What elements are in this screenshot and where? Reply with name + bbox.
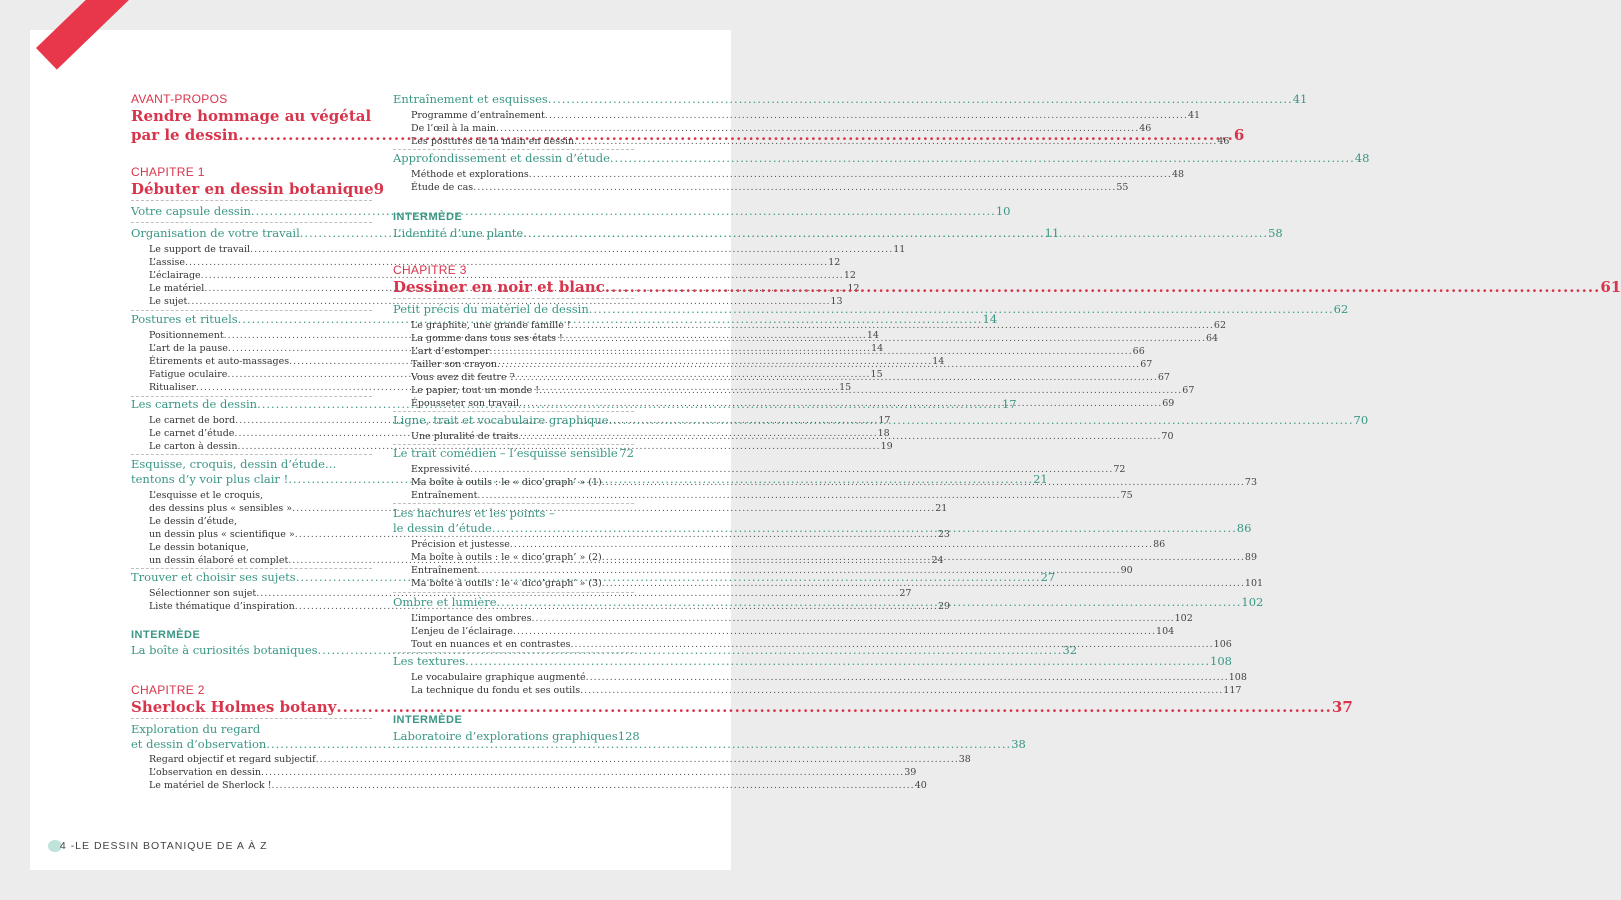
entry-title: Ombre et lumière	[393, 595, 497, 609]
entry-title: le dessin d’étude	[393, 521, 492, 535]
entry-title: Dessiner en noir et blanc	[393, 278, 605, 296]
subsection-item[interactable]	[393, 464, 1126, 475]
dot-leader	[523, 226, 1268, 240]
item-title: Le vocabulaire graphique augmenté	[411, 672, 586, 683]
entry-title: Trouver et choisir ses sujets	[131, 570, 296, 584]
entry-title: Postures et rituels	[131, 312, 238, 326]
item-page: 12	[847, 283, 860, 294]
dot-leader	[531, 613, 1174, 624]
entry-page: 70	[1353, 413, 1369, 427]
dot-leader	[316, 754, 959, 765]
subsection-item[interactable]	[393, 490, 1133, 501]
entry-page: 17	[1001, 397, 1017, 411]
item-page: 23	[937, 529, 950, 540]
item-page: 18	[877, 428, 890, 439]
item-page: 73	[1244, 477, 1258, 488]
dot-leader	[609, 413, 1354, 427]
entry-page: 48	[1354, 151, 1370, 165]
divider	[131, 200, 372, 201]
intermede-3-entry[interactable]	[393, 729, 640, 743]
item-title: Ma boîte à outils : le « dico’graph’ » (2)	[411, 552, 602, 563]
section-esquisse-line1[interactable]: Esquisse, croquis, dessin d’étude…	[131, 457, 337, 471]
item-page: 19	[880, 441, 893, 452]
divider	[131, 310, 372, 311]
entry-page: 27	[1040, 570, 1056, 584]
item-title: Le carton à dessin	[149, 441, 238, 452]
entry-page: 41	[1292, 92, 1308, 106]
book-title: -LE DESSIN BOTANIQUE DE A À Z	[70, 840, 268, 852]
item-title: Le matériel	[149, 283, 205, 294]
item-title: Vous avez dit feutre ?	[411, 372, 515, 383]
entry-page: 62	[1333, 302, 1349, 316]
entry-page: 6	[1233, 126, 1245, 144]
item-page: 72	[1113, 464, 1126, 475]
subsection-item-line1[interactable]: Le dessin botanique,	[149, 542, 249, 553]
item-page: 108	[1228, 672, 1247, 683]
dot-leader	[497, 359, 1140, 370]
item-title: Regard objectif et regard subjectif	[149, 754, 316, 765]
item-title: L’observation en dessin	[149, 767, 262, 778]
item-title: Une pluralité de traits	[411, 431, 519, 442]
divider	[393, 411, 634, 412]
subsection-item[interactable]	[131, 529, 950, 540]
entry-title: Entraînement et esquisses	[393, 92, 548, 106]
intermede-3-label: INTERMÈDE	[393, 714, 463, 726]
subsection-item[interactable]	[393, 685, 1242, 696]
entry-title: Petit précis du matériel de dessin	[393, 302, 589, 316]
item-page: 70	[1161, 431, 1174, 442]
avant-propos-label: AVANT-PROPOS	[131, 92, 228, 106]
entry-page: 72	[619, 446, 634, 460]
dot-leader	[602, 477, 1245, 488]
ribbon-label: SOMMAIRE	[72, 59, 128, 114]
subsection-item[interactable]	[131, 780, 927, 791]
entry-title: et dessin d’observation	[131, 737, 267, 751]
dot-leader	[250, 244, 893, 255]
entry-title: Votre capsule dessin	[131, 204, 251, 218]
item-page: 38	[958, 754, 971, 765]
entry-page: 32	[1062, 643, 1078, 657]
item-page: 117	[1223, 685, 1242, 696]
item-title: De l’œil à la main	[411, 123, 497, 134]
item-title: Précision et justesse	[411, 539, 510, 550]
item-title: La technique du fondu et ses outils	[411, 685, 581, 696]
item-title: Expressivité	[411, 464, 471, 475]
item-page: 67	[1157, 372, 1170, 383]
item-title: La gomme dans tous ses états !	[411, 333, 563, 344]
dot-leader	[605, 278, 1601, 296]
item-page: 21	[935, 503, 948, 514]
section-exploration[interactable]	[131, 737, 1026, 751]
item-title: L’enjeu de l’éclairage	[411, 626, 513, 637]
entry-page: 108	[1210, 654, 1232, 668]
ribbon-band	[36, 0, 222, 70]
subsection-item[interactable]	[393, 626, 1175, 637]
entry-title: La boîte à curiosités botaniques	[131, 643, 318, 657]
item-page: 15	[839, 382, 852, 393]
item-page: 90	[1120, 565, 1133, 576]
subsection-item[interactable]	[393, 136, 1230, 147]
subsection-item[interactable]	[393, 613, 1193, 624]
divider	[131, 222, 372, 223]
dot-leader	[477, 565, 1120, 576]
subsection-item[interactable]	[131, 588, 912, 599]
item-title: Ma boîte à outils : le « dico’graph’ » (3)	[411, 578, 602, 589]
dot-leader	[272, 780, 915, 791]
item-page: 24	[931, 555, 944, 566]
section-textures[interactable]	[393, 654, 1232, 668]
dot-leader	[570, 639, 1213, 650]
dot-leader	[489, 346, 1132, 357]
dot-leader	[589, 302, 1334, 316]
item-title: Étirements et auto-massages	[149, 356, 290, 367]
item-title: Entraînement	[411, 490, 478, 501]
item-page: 14	[932, 356, 945, 367]
item-page: 17	[878, 415, 891, 426]
item-title: Positionnement	[149, 330, 224, 341]
divider	[393, 444, 634, 445]
item-title: Méthode et explorations	[411, 169, 529, 180]
chapter-2-title[interactable]	[131, 698, 1353, 716]
entry-title: Les textures	[393, 654, 466, 668]
entry-page: 38	[1011, 737, 1026, 751]
dot-leader	[473, 182, 1116, 193]
divider	[393, 652, 634, 653]
dot-leader	[586, 672, 1229, 683]
divider	[131, 454, 372, 455]
subsection-item[interactable]	[131, 441, 893, 452]
item-page: 29	[937, 601, 951, 612]
item-title: Le support de travail	[149, 244, 251, 255]
subsection-item-line1[interactable]: Le dessin d’étude,	[149, 516, 237, 527]
entry-page: 86	[1236, 521, 1252, 535]
item-title: Liste thématique d’inspiration	[149, 601, 295, 612]
item-title: Le matériel de Sherlock !	[149, 780, 272, 791]
divider	[131, 718, 372, 719]
item-page: 66	[1132, 346, 1145, 357]
item-page: 12	[843, 270, 856, 281]
dot-leader	[496, 123, 1139, 134]
dot-leader	[545, 110, 1188, 121]
page-footer	[48, 840, 268, 852]
item-title: L’éclairage	[149, 270, 201, 281]
item-page: 13	[830, 296, 843, 307]
item-title: Ritualiser	[149, 382, 196, 393]
dot-leader	[529, 169, 1172, 180]
item-title: Étude de cas	[411, 182, 474, 193]
dot-leader	[539, 385, 1182, 396]
entry-title: Organisation de votre travail	[131, 226, 300, 240]
dot-leader	[580, 685, 1223, 696]
item-title: Le papier, tout un monde !	[411, 385, 540, 396]
item-page: 104	[1156, 626, 1175, 637]
entry-title: Approfondissement et dessin d’étude	[393, 151, 610, 165]
entry-title: Sherlock Holmes botany	[131, 698, 337, 716]
item-title: Épousseter son travail	[411, 398, 520, 409]
dot-leader	[470, 464, 1113, 475]
dot-leader	[513, 626, 1156, 637]
item-title: Tailler son crayon	[411, 359, 498, 370]
item-page: 101	[1244, 578, 1264, 589]
divider	[393, 149, 634, 150]
item-page: 15	[870, 369, 883, 380]
section-exploration-line1[interactable]: Exploration du regard	[131, 722, 261, 736]
subsection-item[interactable]	[393, 565, 1133, 576]
item-title: Programme d’entraînement	[411, 110, 545, 121]
dot-leader	[261, 767, 904, 778]
item-page: 64	[1205, 333, 1219, 344]
section-trait-comedien[interactable]	[393, 446, 634, 460]
item-title: Ma boîte à outils : le « dico’graph’ » (1)	[411, 477, 602, 488]
item-page: 106	[1213, 639, 1232, 650]
subsection-item[interactable]	[131, 244, 906, 255]
subsection-item[interactable]	[393, 539, 1166, 550]
dot-leader	[610, 151, 1355, 165]
divider	[393, 592, 634, 593]
dot-leader	[465, 654, 1210, 668]
item-title: Le carnet de bord	[149, 415, 236, 426]
item-page: 41	[1187, 110, 1201, 121]
item-title: un dessin plus « scientifique »	[149, 529, 295, 540]
chapter-2-label: CHAPITRE 2	[131, 683, 205, 697]
entry-title: Le trait comédien – l’esquisse sensible	[393, 446, 618, 460]
item-page: 48	[1171, 169, 1185, 180]
entry-page: 128	[617, 729, 640, 743]
item-page: 12	[828, 257, 841, 268]
entry-title: L’identité d’une plante	[393, 226, 524, 240]
item-page: 55	[1116, 182, 1129, 193]
dot-leader	[602, 578, 1245, 589]
subsection-item[interactable]	[131, 754, 971, 765]
subsection-item[interactable]	[131, 257, 841, 268]
item-page: 67	[1140, 359, 1153, 370]
item-page: 11	[893, 244, 906, 255]
dot-leader	[515, 372, 1158, 383]
chapter-1-label: CHAPITRE 1	[131, 165, 205, 179]
dot-leader	[519, 398, 1162, 409]
item-title: L’art d’estomper	[411, 346, 490, 357]
entry-page: 21	[1033, 472, 1048, 486]
entry-title: tentons d’y voir plus clair !	[131, 472, 289, 486]
entry-title: Laboratoire d’explorations graphiques	[393, 729, 618, 743]
subsection-item[interactable]	[131, 296, 843, 307]
section-hachures-line1[interactable]: Les hachures et les points –	[393, 506, 555, 520]
dot-leader	[510, 539, 1153, 550]
dot-leader	[518, 431, 1161, 442]
divider	[393, 298, 634, 299]
subsection-item[interactable]	[393, 320, 1226, 331]
chapter-3-label: CHAPITRE 3	[393, 263, 467, 277]
subsection-item-line1[interactable]: L’esquisse et le croquis,	[149, 490, 264, 501]
dot-leader	[602, 552, 1245, 563]
dot-leader	[477, 490, 1120, 501]
item-page: 46	[1217, 136, 1230, 147]
avant-propos-title-line1[interactable]: Rendre hommage au végétal	[131, 107, 372, 125]
item-page: 67	[1182, 385, 1195, 396]
item-page: 89	[1244, 552, 1258, 563]
item-page: 62	[1213, 320, 1226, 331]
page-number: 4	[59, 840, 67, 852]
entry-title: Les carnets de dessin	[131, 397, 258, 411]
item-page: 14	[871, 343, 884, 354]
entry-page: 102	[1241, 595, 1264, 609]
item-page: 102	[1174, 613, 1193, 624]
item-page: 86	[1153, 539, 1166, 550]
dot-leader	[497, 595, 1242, 609]
entry-page: 14	[982, 312, 998, 326]
intermede-2-label: INTERMÈDE	[393, 211, 463, 223]
subsection-item[interactable]	[393, 123, 1152, 134]
subsection-item[interactable]	[393, 578, 1264, 589]
item-page: 75	[1120, 490, 1133, 501]
entry-page: 11	[1044, 226, 1060, 240]
toc-page	[30, 30, 1621, 870]
entry-page: 9	[373, 180, 385, 198]
subsection-item[interactable]	[393, 672, 1247, 683]
item-title: Entraînement	[411, 565, 478, 576]
item-title: Le sujet	[149, 296, 188, 307]
entry-title: par le dessin	[131, 126, 239, 144]
section-precis[interactable]	[393, 302, 1349, 316]
entry-title: Débuter en dessin botanique	[131, 180, 374, 198]
intermede-1-label: INTERMÈDE	[131, 629, 201, 641]
dot-leader	[571, 320, 1214, 331]
item-title: Les postures de la main en dessin	[411, 136, 575, 147]
item-page: 69	[1162, 398, 1175, 409]
divider	[393, 503, 634, 504]
chapter-1-title[interactable]	[131, 180, 385, 198]
item-title: L’art de la pause	[149, 343, 228, 354]
dot-leader	[548, 92, 1293, 106]
dot-leader	[574, 136, 1217, 147]
entry-page: 37	[1331, 698, 1353, 716]
item-title: L’assise	[149, 257, 186, 268]
subsection-item[interactable]	[131, 767, 917, 778]
dot-leader	[563, 333, 1206, 344]
item-title: des dessins plus « sensibles »	[149, 503, 293, 514]
divider	[131, 568, 372, 569]
item-title: Fatigue oculaire	[149, 369, 228, 380]
item-page: 27	[899, 588, 912, 599]
item-title: Le carnet d’étude	[149, 428, 235, 439]
entry-page: 10	[995, 204, 1011, 218]
item-title: Le graphite, une grande famille !	[411, 320, 571, 331]
entry-page: 61	[1600, 278, 1621, 296]
item-page: 14	[866, 330, 879, 341]
item-page: 40	[914, 780, 927, 791]
subsection-item[interactable]	[393, 169, 1185, 180]
item-page: 46	[1139, 123, 1152, 134]
entry-page: 58	[1268, 226, 1283, 240]
item-title: L’importance des ombres	[411, 613, 532, 624]
dot-leader	[492, 521, 1237, 535]
item-title: Tout en nuances et en contrastes	[411, 639, 571, 650]
item-page: 39	[904, 767, 917, 778]
section-entrainement[interactable]	[393, 92, 1308, 106]
entry-title: Ligne, trait et vocabulaire graphique	[393, 413, 609, 427]
item-title: un dessin élaboré et complet	[149, 555, 289, 566]
subsection-item[interactable]	[393, 110, 1201, 121]
subsection-item[interactable]	[393, 182, 1129, 193]
item-title: Sélectionner son sujet	[149, 588, 257, 599]
section-approfondissement[interactable]	[393, 151, 1370, 165]
